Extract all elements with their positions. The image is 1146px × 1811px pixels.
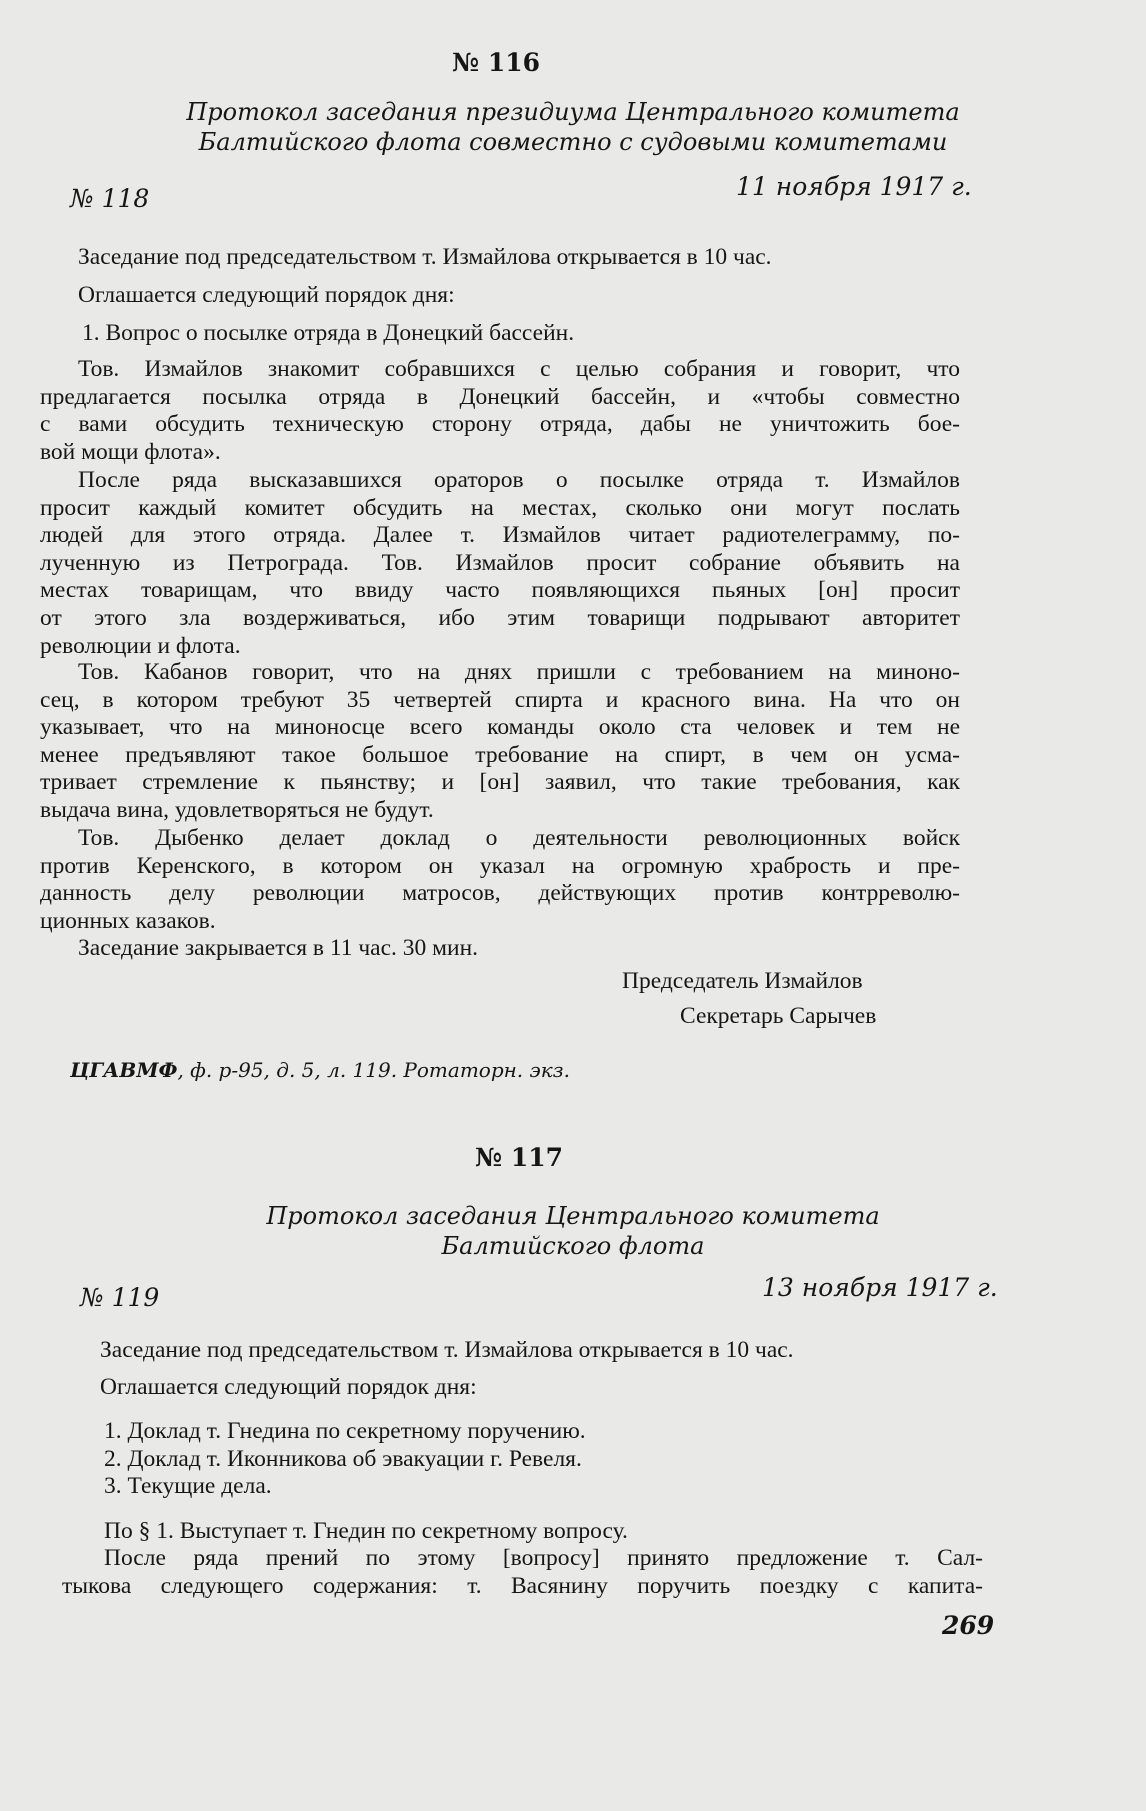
opening-line: Заседание под председательством т. Измайлова открывается в 10 час. <box>78 244 772 270</box>
paragraph-line: сец, в котором требуют 35 четвертей спирта и красного вина. На что он <box>40 686 960 713</box>
agenda-intro: Оглашается следующий порядок дня: <box>100 1374 477 1400</box>
paragraph-line: Тов. Измайлов знакомит собравшихся с целью собрания и говорит, что <box>78 356 960 382</box>
doc-date: 11 ноября 1917 г. <box>736 172 972 201</box>
paragraph-line: ционных казаков. <box>40 907 216 934</box>
agenda-item: 3. Текущие дела. <box>104 1473 272 1500</box>
internal-number: № 119 <box>80 1283 160 1312</box>
page-number: 269 <box>942 1611 995 1640</box>
paragraph <box>62 1545 983 1600</box>
doc-date: 13 ноября 1917 г. <box>762 1273 998 1302</box>
paragraph-line: людей для этого отряда. Далее т. Измайлов читает радиотелеграмму, по- <box>40 522 960 549</box>
paragraph-line: местах товарищам, что ввиду часто появляющихся пьяных [он] просит <box>40 577 960 604</box>
paragraph-line: менее предъявляют такое большое требование на спирт, в чем он усма- <box>40 741 960 768</box>
paragraph <box>40 467 960 660</box>
paragraph-line: данность делу революции матросов, действующих против контрреволю- <box>40 880 960 907</box>
paragraph-line: После ряда прений по этому [вопросу] принято предложение т. Сал- <box>104 1545 983 1571</box>
source-details: , ф. р-95, д. 5, л. 119. Ротаторн. экз. <box>177 1058 570 1082</box>
agenda-item: 1. Доклад т. Гнедина по секретному поручению. <box>104 1418 586 1444</box>
paragraph-line: с вами обсудить техническую сторону отряда, дабы не уничтожить бое- <box>40 411 960 438</box>
paragraph-line: против Керенского, в котором он указал на огромную храбрость и пре- <box>40 852 960 879</box>
paragraph-line: предлагается посылка отряда в Донецкий бассейн, и «чтобы совместно <box>40 383 960 410</box>
closing-line: Заседание закрывается в 11 час. 30 мин. <box>78 935 479 961</box>
agenda-item: 2. Доклад т. Иконникова об эвакуации г. Ревеля. <box>104 1445 582 1472</box>
chairman-signature: Председатель Измайлов <box>622 968 863 994</box>
doc-title-line: Балтийского флота совместно с судовыми комитетами <box>198 128 948 156</box>
source-reference <box>70 1058 570 1082</box>
doc-title-line: Протокол заседания президиума Центрального комитета <box>186 98 960 126</box>
doc-number: № 116 <box>452 48 541 77</box>
paragraph-line: указывает, что на миноносце всего команды около ста человек и тем не <box>40 714 960 741</box>
paragraph-line: выдача вина, удовлетворяться не будут. <box>40 796 434 823</box>
paragraph-line: Тов. Дыбенко делает доклад о деятельности революционных войск <box>78 825 960 851</box>
paragraph-line: тыкова следующего содержания: т. Васянину поручить поездку с капита- <box>62 1572 983 1599</box>
paragraph <box>40 825 960 935</box>
paragraph <box>40 659 960 825</box>
opening-line: Заседание под председательством т. Измайлова открывается в 10 час. <box>100 1337 794 1363</box>
paragraph-line: лученную из Петрограда. Тов. Измайлов просит собрание объявить на <box>40 549 960 576</box>
agenda-intro: Оглашается следующий порядок дня: <box>78 282 455 308</box>
paragraph <box>40 356 960 466</box>
paragraph-line: Тов. Кабанов говорит, что на днях пришли с требованием на миноно- <box>78 659 960 685</box>
source-archive: ЦГАВМФ <box>70 1058 178 1082</box>
paragraph-line: просит каждый комитет обсудить на местах, сколько они могут послать <box>40 494 960 521</box>
doc-title <box>0 97 1146 157</box>
internal-number: № 118 <box>70 184 150 213</box>
doc-title-line: Протокол заседания Центрального комитета <box>266 1202 880 1230</box>
doc-title-line: Балтийского флота <box>441 1232 705 1260</box>
paragraph: По § 1. Выступает т. Гнедин по секретному вопросу. <box>104 1518 628 1544</box>
paragraph-line: революции и флота. <box>40 632 241 659</box>
agenda-list <box>104 1418 586 1501</box>
paragraph-line: вой мощи флота». <box>40 438 221 465</box>
doc-title <box>0 1201 1146 1261</box>
secretary-signature: Секретарь Сарычев <box>680 1003 877 1029</box>
doc-number: № 117 <box>475 1143 564 1172</box>
paragraph-line: тривает стремление к пьянству; и [он] заявил, что такие требования, как <box>40 769 960 796</box>
paragraph-line: После ряда высказавшихся ораторов о посылке отряда т. Измайлов <box>78 467 960 493</box>
paragraph-line: от этого зла воздерживаться, ибо этим товарищи подрывают авторитет <box>40 604 960 631</box>
agenda-item: 1. Вопрос о посылке отряда в Донецкий бассейн. <box>82 320 575 346</box>
